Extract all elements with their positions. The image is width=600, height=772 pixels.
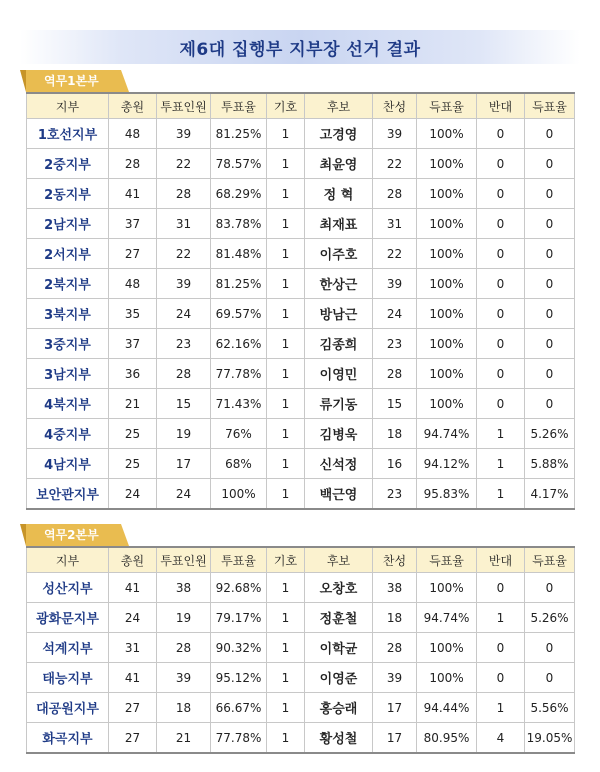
no-cell: 1 — [477, 693, 525, 723]
yes-cell: 18 — [373, 603, 417, 633]
branch-cell: 광화문지부 — [27, 603, 109, 633]
voters-cell: 28 — [157, 359, 211, 389]
number-cell: 1 — [267, 663, 305, 693]
no-cell: 0 — [477, 299, 525, 329]
voters-cell: 17 — [157, 449, 211, 479]
table-row — [27, 299, 575, 329]
branch-cell: 성산지부 — [27, 573, 109, 603]
yes-rate-cell: 94.44% — [417, 693, 477, 723]
voters-cell: 15 — [157, 389, 211, 419]
voters-cell: 24 — [157, 479, 211, 510]
total-header: 총원 — [109, 93, 157, 119]
yes-header: 찬성 — [373, 547, 417, 573]
branch-cell: 3중지부 — [27, 329, 109, 359]
total-cell: 41 — [109, 663, 157, 693]
branch-cell: 2중지부 — [27, 149, 109, 179]
table-row — [27, 633, 575, 663]
candidate-cell: 신석정 — [305, 449, 373, 479]
no-rate-cell: 19.05% — [525, 723, 575, 754]
yes-rate-cell: 94.12% — [417, 449, 477, 479]
turnout-cell: 78.57% — [211, 149, 267, 179]
page-title: 제6대 집행부 지부장 선거 결과 — [179, 39, 421, 60]
candidate-cell: 김종희 — [305, 329, 373, 359]
table-row — [27, 179, 575, 209]
voters-cell: 24 — [157, 299, 211, 329]
total-cell: 37 — [109, 329, 157, 359]
candidate-cell: 김병욱 — [305, 419, 373, 449]
voters-header: 투표인원 — [157, 547, 211, 573]
no-rate-cell: 0 — [525, 269, 575, 299]
no-rate-cell: 0 — [525, 209, 575, 239]
no-rate-cell: 5.26% — [525, 603, 575, 633]
no-cell: 1 — [477, 449, 525, 479]
total-cell: 27 — [109, 723, 157, 754]
turnout-cell: 100% — [211, 479, 267, 510]
candidate-cell: 정 혁 — [305, 179, 373, 209]
candidate-header: 후보 — [305, 547, 373, 573]
no-cell: 0 — [477, 573, 525, 603]
voters-cell: 18 — [157, 693, 211, 723]
voters-cell: 22 — [157, 149, 211, 179]
total-cell: 25 — [109, 449, 157, 479]
yes-rate-cell: 100% — [417, 209, 477, 239]
results-table — [26, 92, 575, 510]
no-rate-cell: 5.56% — [525, 693, 575, 723]
voters-cell: 22 — [157, 239, 211, 269]
number-cell: 1 — [267, 179, 305, 209]
yes-cell: 38 — [373, 573, 417, 603]
number-cell: 1 — [267, 419, 305, 449]
total-cell: 21 — [109, 389, 157, 419]
total-cell: 41 — [109, 179, 157, 209]
yes-cell: 22 — [373, 149, 417, 179]
candidate-cell: 정훈철 — [305, 603, 373, 633]
candidate-cell: 이학균 — [305, 633, 373, 663]
turnout-cell: 71.43% — [211, 389, 267, 419]
yes-cell: 39 — [373, 119, 417, 149]
number-cell: 1 — [267, 479, 305, 510]
no-rate-cell: 0 — [525, 573, 575, 603]
yes-rate-cell: 100% — [417, 389, 477, 419]
no-rate-header: 득표율 — [525, 547, 575, 573]
number-cell: 1 — [267, 723, 305, 754]
no-rate-cell: 0 — [525, 179, 575, 209]
yes-cell: 17 — [373, 723, 417, 754]
no-cell: 0 — [477, 149, 525, 179]
total-cell: 25 — [109, 419, 157, 449]
turnout-cell: 81.25% — [211, 119, 267, 149]
no-cell: 1 — [477, 603, 525, 633]
yes-cell: 23 — [373, 329, 417, 359]
yes-rate-cell: 100% — [417, 119, 477, 149]
total-cell: 35 — [109, 299, 157, 329]
yes-rate-cell: 100% — [417, 179, 477, 209]
no-cell: 0 — [477, 663, 525, 693]
voters-cell: 31 — [157, 209, 211, 239]
total-cell: 48 — [109, 269, 157, 299]
candidate-cell: 한상근 — [305, 269, 373, 299]
yes-rate-cell: 100% — [417, 359, 477, 389]
section-1 — [26, 70, 574, 510]
no-cell: 0 — [477, 209, 525, 239]
yes-rate-cell: 80.95% — [417, 723, 477, 754]
branch-header: 지부 — [27, 93, 109, 119]
turnout-cell: 79.17% — [211, 603, 267, 633]
turnout-cell: 92.68% — [211, 573, 267, 603]
branch-cell: 화곡지부 — [27, 723, 109, 754]
branch-cell: 보안관지부 — [27, 479, 109, 510]
table-row — [27, 723, 575, 754]
total-cell: 24 — [109, 479, 157, 510]
number-cell: 1 — [267, 239, 305, 269]
table-row — [27, 573, 575, 603]
turnout-cell: 66.67% — [211, 693, 267, 723]
turnout-cell: 77.78% — [211, 359, 267, 389]
total-cell: 24 — [109, 603, 157, 633]
no-cell: 1 — [477, 419, 525, 449]
voters-cell: 39 — [157, 269, 211, 299]
yes-rate-cell: 100% — [417, 573, 477, 603]
no-rate-cell: 0 — [525, 299, 575, 329]
no-rate-header: 득표율 — [525, 93, 575, 119]
title-banner — [20, 30, 580, 64]
voters-cell: 21 — [157, 723, 211, 754]
candidate-cell: 홍승래 — [305, 693, 373, 723]
no-cell: 0 — [477, 633, 525, 663]
turnout-cell: 76% — [211, 419, 267, 449]
yes-cell: 28 — [373, 633, 417, 663]
no-cell: 0 — [477, 239, 525, 269]
candidate-cell: 백근영 — [305, 479, 373, 510]
candidate-cell: 방남근 — [305, 299, 373, 329]
turnout-cell: 81.25% — [211, 269, 267, 299]
no-cell: 0 — [477, 269, 525, 299]
turnout-header: 투표율 — [211, 547, 267, 573]
table-row — [27, 329, 575, 359]
total-cell: 48 — [109, 119, 157, 149]
number-cell: 1 — [267, 693, 305, 723]
no-cell: 0 — [477, 329, 525, 359]
candidate-cell: 최재표 — [305, 209, 373, 239]
total-cell: 37 — [109, 209, 157, 239]
number-cell: 1 — [267, 209, 305, 239]
turnout-cell: 69.57% — [211, 299, 267, 329]
number-cell: 1 — [267, 299, 305, 329]
branch-cell: 1호선지부 — [27, 119, 109, 149]
yes-cell: 39 — [373, 663, 417, 693]
voters-cell: 39 — [157, 663, 211, 693]
yes-rate-cell: 94.74% — [417, 603, 477, 633]
header-row — [27, 93, 575, 119]
yes-cell: 28 — [373, 359, 417, 389]
results-table — [26, 546, 575, 754]
table-row — [27, 149, 575, 179]
total-header: 총원 — [109, 547, 157, 573]
branch-cell: 태능지부 — [27, 663, 109, 693]
number-cell: 1 — [267, 149, 305, 179]
no-cell: 0 — [477, 119, 525, 149]
no-rate-cell: 4.17% — [525, 479, 575, 510]
yes-cell: 22 — [373, 239, 417, 269]
yes-cell: 16 — [373, 449, 417, 479]
table-row — [27, 479, 575, 510]
table-row — [27, 269, 575, 299]
no-cell: 4 — [477, 723, 525, 754]
yes-cell: 39 — [373, 269, 417, 299]
yes-rate-header: 득표율 — [417, 93, 477, 119]
turnout-cell: 90.32% — [211, 633, 267, 663]
candidate-cell: 이영민 — [305, 359, 373, 389]
branch-cell: 4북지부 — [27, 389, 109, 419]
yes-cell: 18 — [373, 419, 417, 449]
no-rate-cell: 0 — [525, 239, 575, 269]
yes-rate-cell: 100% — [417, 329, 477, 359]
branch-cell: 대공원지부 — [27, 693, 109, 723]
number-cell: 1 — [267, 449, 305, 479]
no-rate-cell: 5.26% — [525, 419, 575, 449]
candidate-cell: 황성철 — [305, 723, 373, 754]
table-row — [27, 419, 575, 449]
yes-rate-cell: 100% — [417, 269, 477, 299]
total-cell: 36 — [109, 359, 157, 389]
voters-cell: 39 — [157, 119, 211, 149]
turnout-cell: 68% — [211, 449, 267, 479]
no-cell: 0 — [477, 359, 525, 389]
number-cell: 1 — [267, 329, 305, 359]
branch-cell: 2서지부 — [27, 239, 109, 269]
number-header: 기호 — [267, 547, 305, 573]
no-rate-cell: 0 — [525, 149, 575, 179]
turnout-cell: 62.16% — [211, 329, 267, 359]
table-row — [27, 239, 575, 269]
branch-cell: 3남지부 — [27, 359, 109, 389]
voters-header: 투표인원 — [157, 93, 211, 119]
turnout-cell: 68.29% — [211, 179, 267, 209]
no-rate-cell: 0 — [525, 329, 575, 359]
yes-rate-cell: 100% — [417, 663, 477, 693]
turnout-cell: 95.12% — [211, 663, 267, 693]
number-cell: 1 — [267, 119, 305, 149]
voters-cell: 19 — [157, 603, 211, 633]
total-cell: 41 — [109, 573, 157, 603]
turnout-cell: 83.78% — [211, 209, 267, 239]
section-2 — [26, 524, 574, 754]
table-row — [27, 449, 575, 479]
no-rate-cell: 0 — [525, 119, 575, 149]
yes-cell: 15 — [373, 389, 417, 419]
voters-cell: 19 — [157, 419, 211, 449]
number-cell: 1 — [267, 389, 305, 419]
yes-cell: 23 — [373, 479, 417, 510]
branch-cell: 4남지부 — [27, 449, 109, 479]
turnout-cell: 77.78% — [211, 723, 267, 754]
yes-rate-cell: 100% — [417, 149, 477, 179]
yes-rate-cell: 100% — [417, 299, 477, 329]
total-cell: 27 — [109, 693, 157, 723]
no-rate-cell: 0 — [525, 389, 575, 419]
candidate-cell: 오창호 — [305, 573, 373, 603]
no-rate-cell: 0 — [525, 633, 575, 663]
no-cell: 1 — [477, 479, 525, 510]
total-cell: 27 — [109, 239, 157, 269]
total-cell: 28 — [109, 149, 157, 179]
candidate-cell: 이주호 — [305, 239, 373, 269]
voters-cell: 28 — [157, 633, 211, 663]
no-cell: 0 — [477, 179, 525, 209]
candidate-cell: 류기동 — [305, 389, 373, 419]
candidate-header: 후보 — [305, 93, 373, 119]
number-cell: 1 — [267, 603, 305, 633]
no-rate-cell: 0 — [525, 359, 575, 389]
table-row — [27, 389, 575, 419]
branch-cell: 2남지부 — [27, 209, 109, 239]
table-row — [27, 119, 575, 149]
voters-cell: 38 — [157, 573, 211, 603]
branch-cell: 석계지부 — [27, 633, 109, 663]
number-cell: 1 — [267, 573, 305, 603]
number-cell: 1 — [267, 359, 305, 389]
branch-cell: 2동지부 — [27, 179, 109, 209]
voters-cell: 28 — [157, 179, 211, 209]
table-row — [27, 693, 575, 723]
yes-cell: 17 — [373, 693, 417, 723]
no-cell: 0 — [477, 389, 525, 419]
candidate-cell: 최윤영 — [305, 149, 373, 179]
yes-header: 찬성 — [373, 93, 417, 119]
header-row — [27, 547, 575, 573]
no-rate-cell: 0 — [525, 663, 575, 693]
no-rate-cell: 5.88% — [525, 449, 575, 479]
voters-cell: 23 — [157, 329, 211, 359]
number-header: 기호 — [267, 93, 305, 119]
yes-rate-cell: 100% — [417, 239, 477, 269]
yes-cell: 24 — [373, 299, 417, 329]
section-tab: 역무1본부 — [26, 70, 121, 92]
number-cell: 1 — [267, 633, 305, 663]
branch-cell: 2북지부 — [27, 269, 109, 299]
no-header: 반대 — [477, 93, 525, 119]
candidate-cell: 이영준 — [305, 663, 373, 693]
yes-rate-cell: 100% — [417, 633, 477, 663]
candidate-cell: 고경영 — [305, 119, 373, 149]
number-cell: 1 — [267, 269, 305, 299]
table-row — [27, 663, 575, 693]
no-header: 반대 — [477, 547, 525, 573]
yes-rate-header: 득표율 — [417, 547, 477, 573]
section-tab: 역무2본부 — [26, 524, 121, 546]
branch-header: 지부 — [27, 547, 109, 573]
turnout-cell: 81.48% — [211, 239, 267, 269]
yes-rate-cell: 95.83% — [417, 479, 477, 510]
yes-rate-cell: 94.74% — [417, 419, 477, 449]
branch-cell: 3북지부 — [27, 299, 109, 329]
yes-cell: 28 — [373, 179, 417, 209]
table-row — [27, 603, 575, 633]
yes-cell: 31 — [373, 209, 417, 239]
turnout-header: 투표율 — [211, 93, 267, 119]
table-row — [27, 209, 575, 239]
table-row — [27, 359, 575, 389]
branch-cell: 4중지부 — [27, 419, 109, 449]
total-cell: 31 — [109, 633, 157, 663]
